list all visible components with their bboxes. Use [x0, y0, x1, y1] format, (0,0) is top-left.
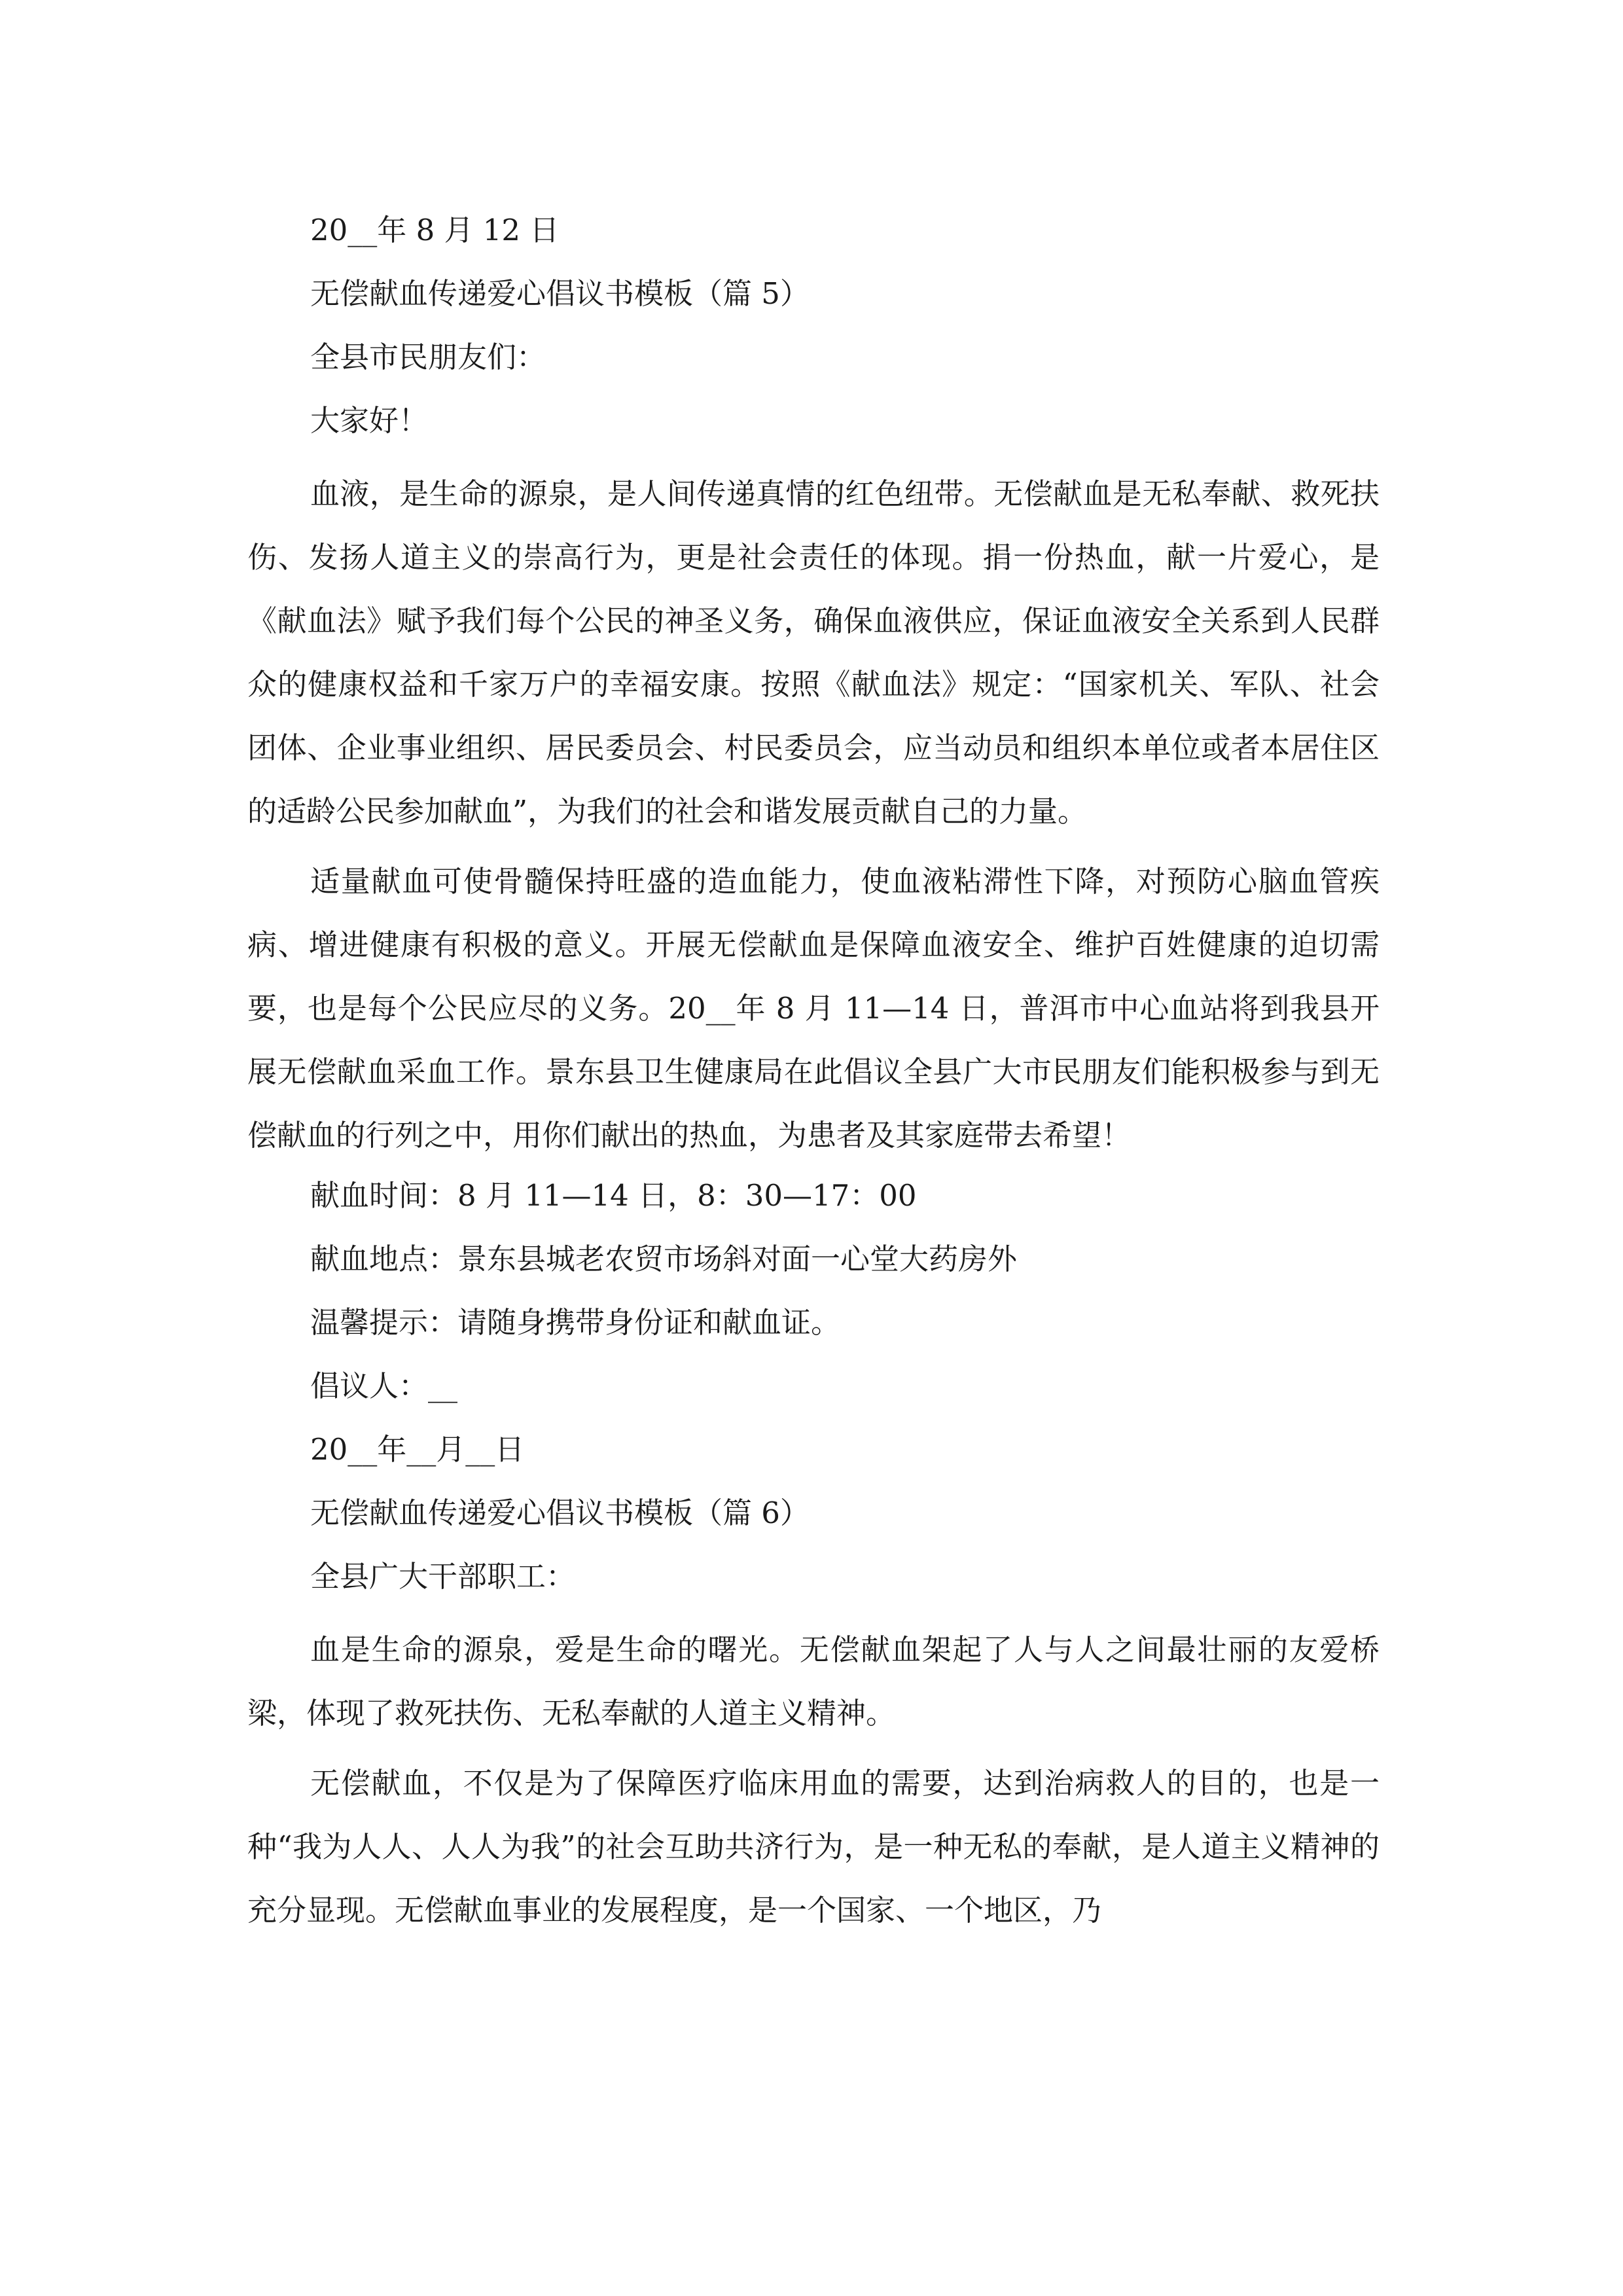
date-line-2: 20__年__月__日 — [310, 1432, 525, 1467]
date-line: 20__年 8 月 12 日 — [310, 213, 560, 247]
paragraph-1: 血液，是生命的源泉，是人间传递真情的红色纽带。无偿献血是无私奉献、救死扶伤、发扬人道主义的崇高行为，更是社会责任的体现。捐一份热血，献一片爱心，是《献血法》赋予我们每个公民的神圣义务，确保血液供应，保证血液安全关系到人民群众的健康权益和千家万户的幸福安康。按照《献血法》规定：“国家机关、军队、社会团体、企业事业组织、居民委员会、村民委员会，应当动员和组织本单位或者本居住区的适龄公民参加献血”，为我们的社会和谐发展贡献自己的力量。 — [247, 476, 1380, 829]
paragraph-3: 血是生命的源泉，爱是生命的曙光。无偿献血架起了人与人之间最壮丽的友爱桥梁，体现了救死扶伤、无私奉献的人道主义精神。 — [247, 1632, 1380, 1731]
paragraph-2: 适量献血可使骨髓保持旺盛的造血能力，使血液粘滞性下降，对预防心脑血管疾病、增进健康有积极的意义。开展无偿献血是保障血液安全、维护百姓健康的迫切需要，也是每个公民应尽的义务。20__年 8 月 11—14 日，普洱市中心血站将到我县开展无偿献血采血工作。景东县卫生健康局在此倡议全县广大市民朋友们能积极参与到无偿献血的行列之中，用你们献出的热血，为患者及其家庭带去希望！ — [247, 864, 1380, 1153]
section-title-6: 无偿献血传递爱心倡议书模板（篇 6） — [310, 1496, 810, 1530]
document-body — [247, 208, 1380, 1942]
warm-tip: 温馨提示：请随身携带身份证和献血证。 — [310, 1305, 841, 1340]
section-title-5: 无偿献血传递爱心倡议书模板（篇 5） — [310, 276, 810, 311]
salutation-6: 全县广大干部职工： — [310, 1559, 576, 1594]
paragraph-4: 无偿献血，不仅是为了保障医疗临床用血的需要，达到治病救人的目的，也是一种“我为人人、人人为我”的社会互助共济行为，是一种无私的奉献，是人道主义精神的充分显现。无偿献血事业的发展程度，是一个国家、一个地区，乃 — [247, 1766, 1380, 1928]
donation-place: 献血地点：景东县城老农贸市场斜对面一心堂大药房外 — [310, 1242, 1018, 1276]
initiator: 倡议人：__ — [310, 1369, 458, 1403]
salutation-5: 全县市民朋友们： — [310, 340, 546, 374]
greeting-5: 大家好！ — [310, 403, 429, 438]
donation-time: 献血时间：8 月 11—14 日，8：30—17：00 — [310, 1178, 917, 1213]
